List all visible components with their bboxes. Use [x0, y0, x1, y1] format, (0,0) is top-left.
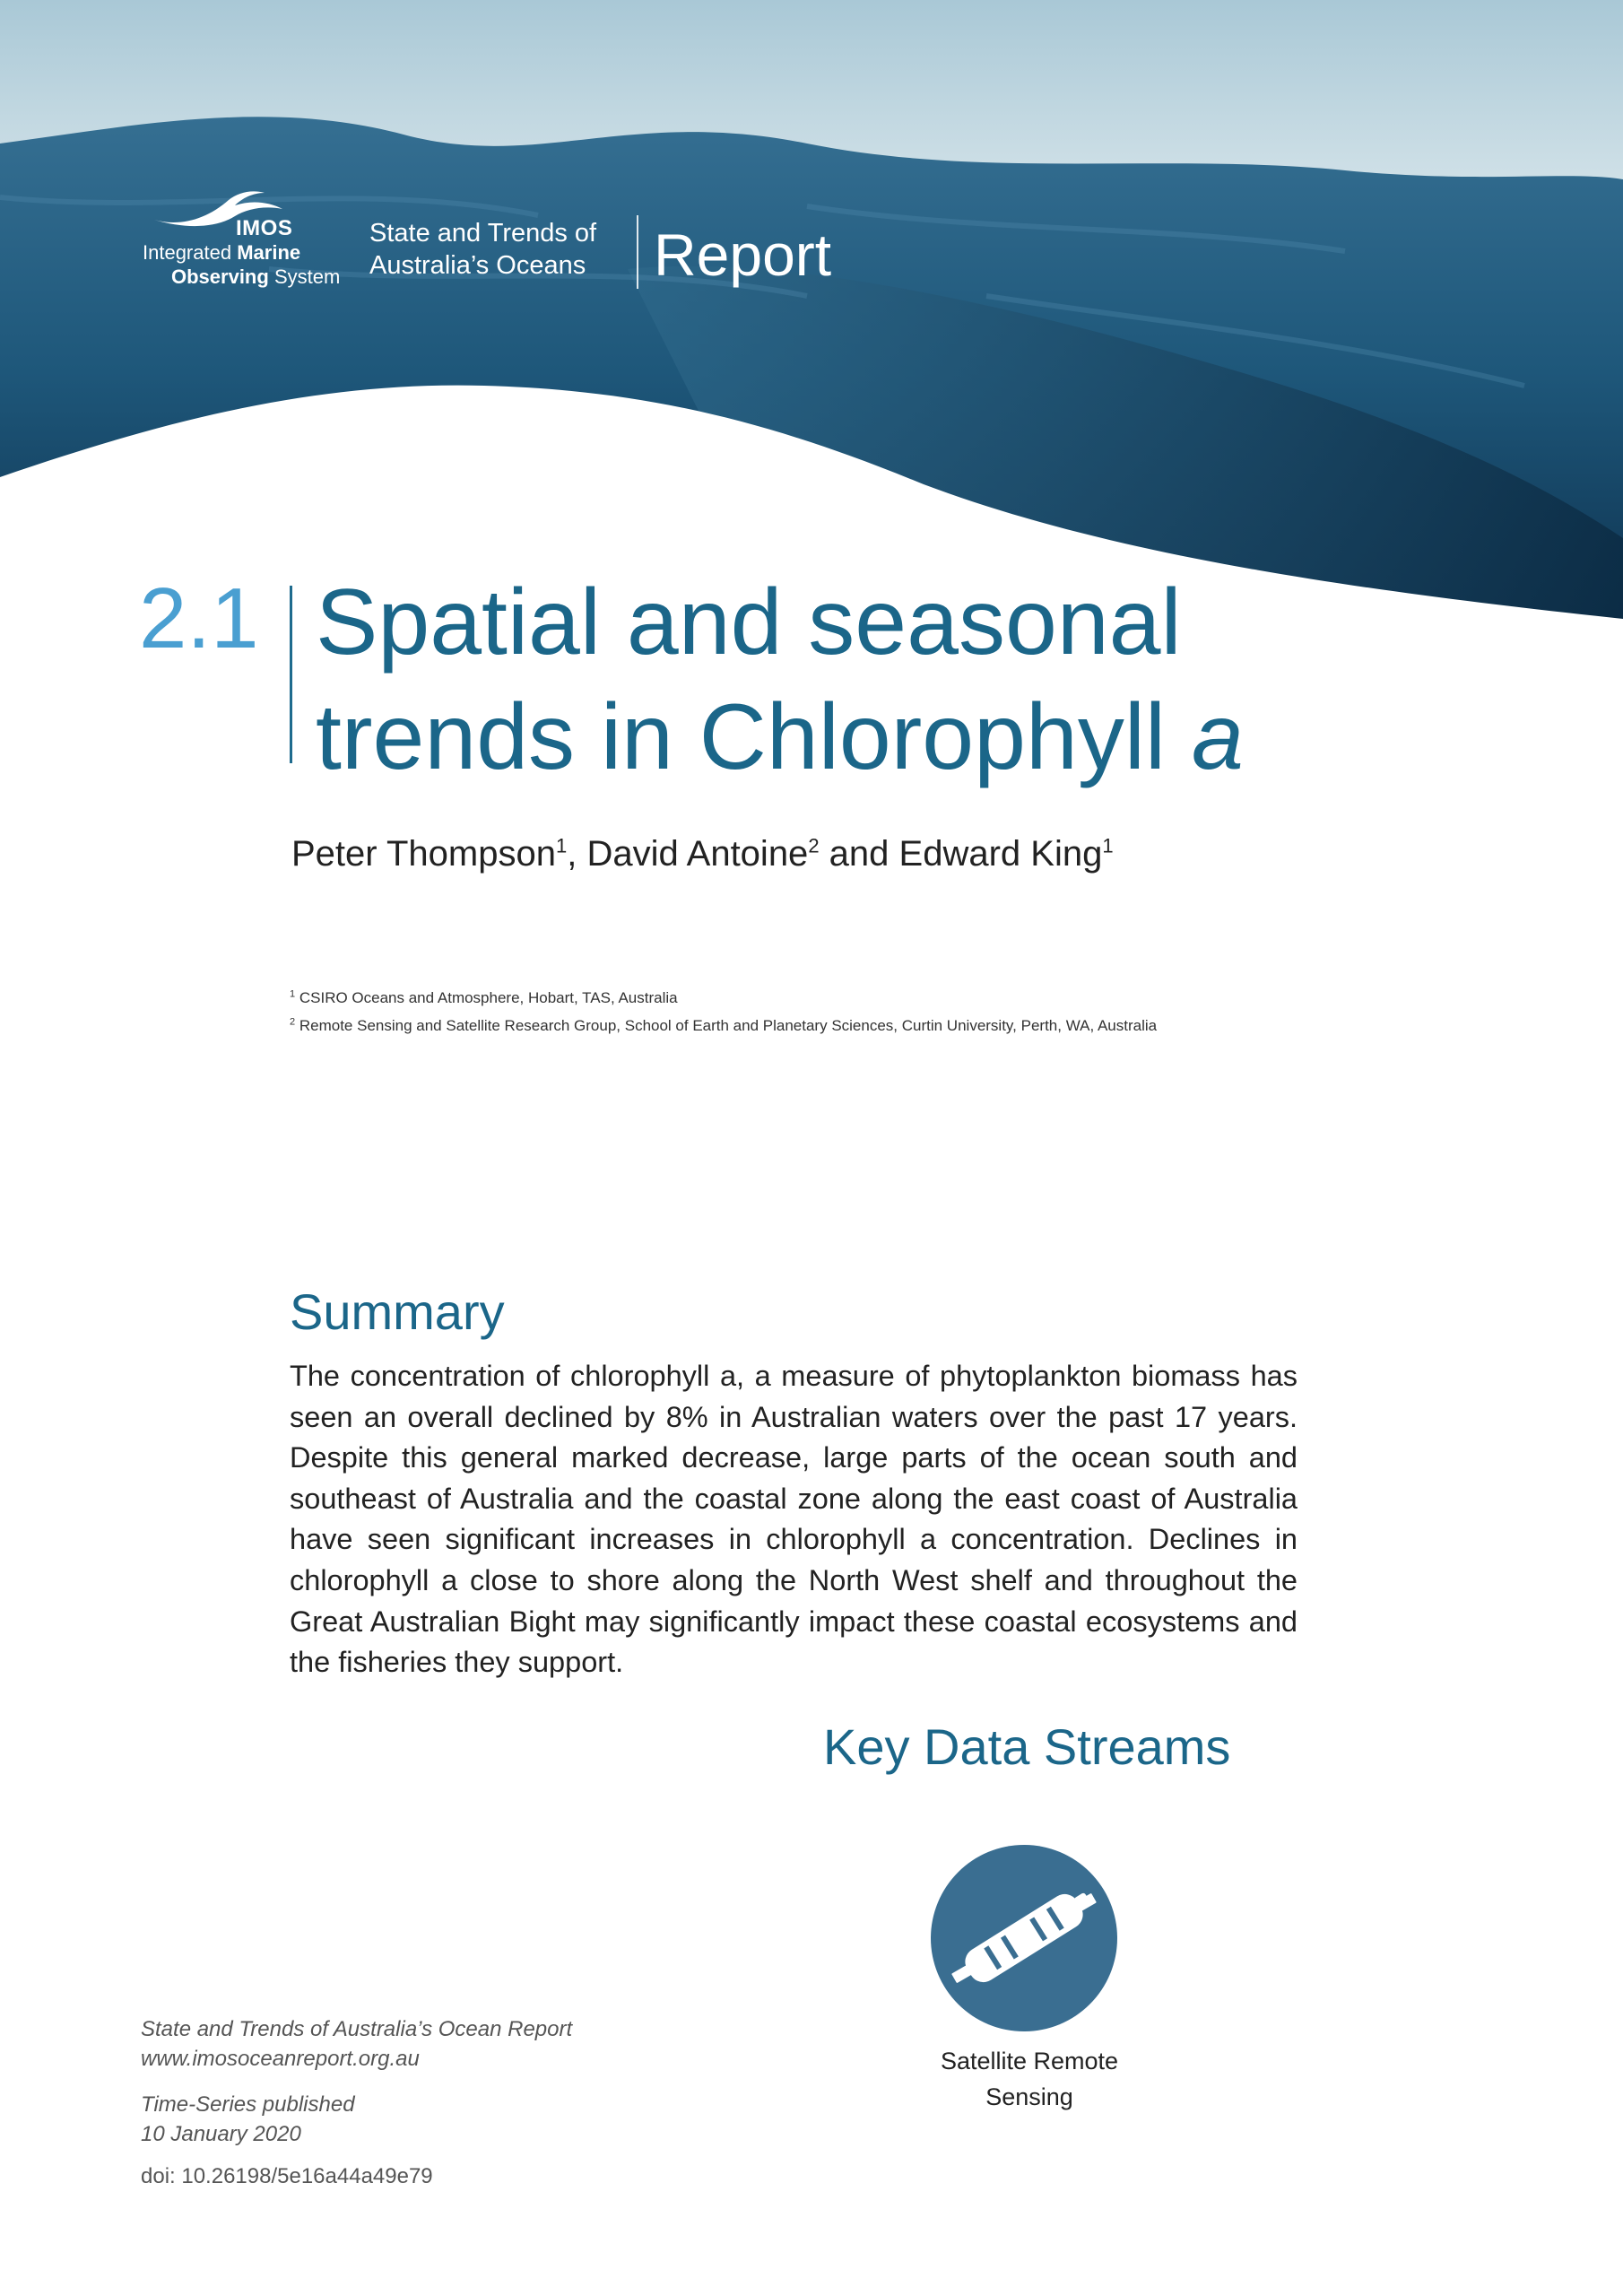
- affiliation: $^2$ Remote Sensing and Satellite Research Group, School of Earth and Planetary Sciences, Curtin University, Perth, WA, Australia: [290, 1016, 1158, 1034]
- logo-name-line1: Integrated Marine: [143, 241, 301, 264]
- footer-report-name: State and Trends of Australia’s Ocean Report: [141, 2017, 573, 2041]
- stream-label-satellite: Satellite Remote Sensing: [940, 2048, 1119, 2110]
- report-label: Report: [654, 222, 832, 288]
- section-number: 2.1: [139, 570, 259, 666]
- author-name: Edward King: [898, 834, 1103, 874]
- footer-published-info: Time-Series published 10 January 2020: [141, 2092, 355, 2146]
- summary-paragraph: The concentration of chlorophyll a, a measure of phytoplankton biomass has seen an overall declined by 8% in Australian waters over the past 17 years. Despite this general marked decrease, large parts of the ocean south and southeast of Australia and the coastal zone along the east coast of Australia have seen significant increases in chlorophyll a concentration. Declines in chlorophyll a close to shore along the North West shelf and throughout the Great Australian Bight may significantly impact these coastal ecosystems and the fisheries they support.: [290, 1360, 1298, 1679]
- footer-report-info: [141, 2014, 572, 2074]
- author-name: Peter Thompson: [291, 834, 556, 874]
- logo-name-line2: Observing System: [171, 265, 341, 288]
- footer-doi[interactable]: doi: 10.26198/5e16a44a49e79: [141, 2164, 433, 2188]
- ocean-header-image: [0, 0, 1623, 628]
- header-divider: [637, 215, 638, 289]
- footer-website-link[interactable]: www.imosoceanreport.org.au: [141, 2047, 420, 2071]
- series-title: State and Trends of Australia’s Oceans: [369, 219, 597, 280]
- summary-heading: Summary: [290, 1283, 505, 1340]
- affiliation: $^1$ CSIRO Oceans and Atmosphere, Hobart, TAS, Australia: [290, 988, 678, 1006]
- author-name: David Antoine: [586, 834, 809, 874]
- satellite-icon[interactable]: [931, 1845, 1117, 2031]
- logo-acronym: IMOS: [236, 216, 293, 240]
- page-title: Spatial and seasonal trends in Chlorophyll a: [316, 570, 1244, 789]
- author-list: Peter Thompson$^1$, David Antoine$^2$ and Edward King$^1$: [291, 834, 1114, 874]
- imos-logo[interactable]: [139, 184, 354, 296]
- title-divider: [290, 586, 292, 763]
- key-data-streams-heading: Key Data Streams: [823, 1718, 1231, 1775]
